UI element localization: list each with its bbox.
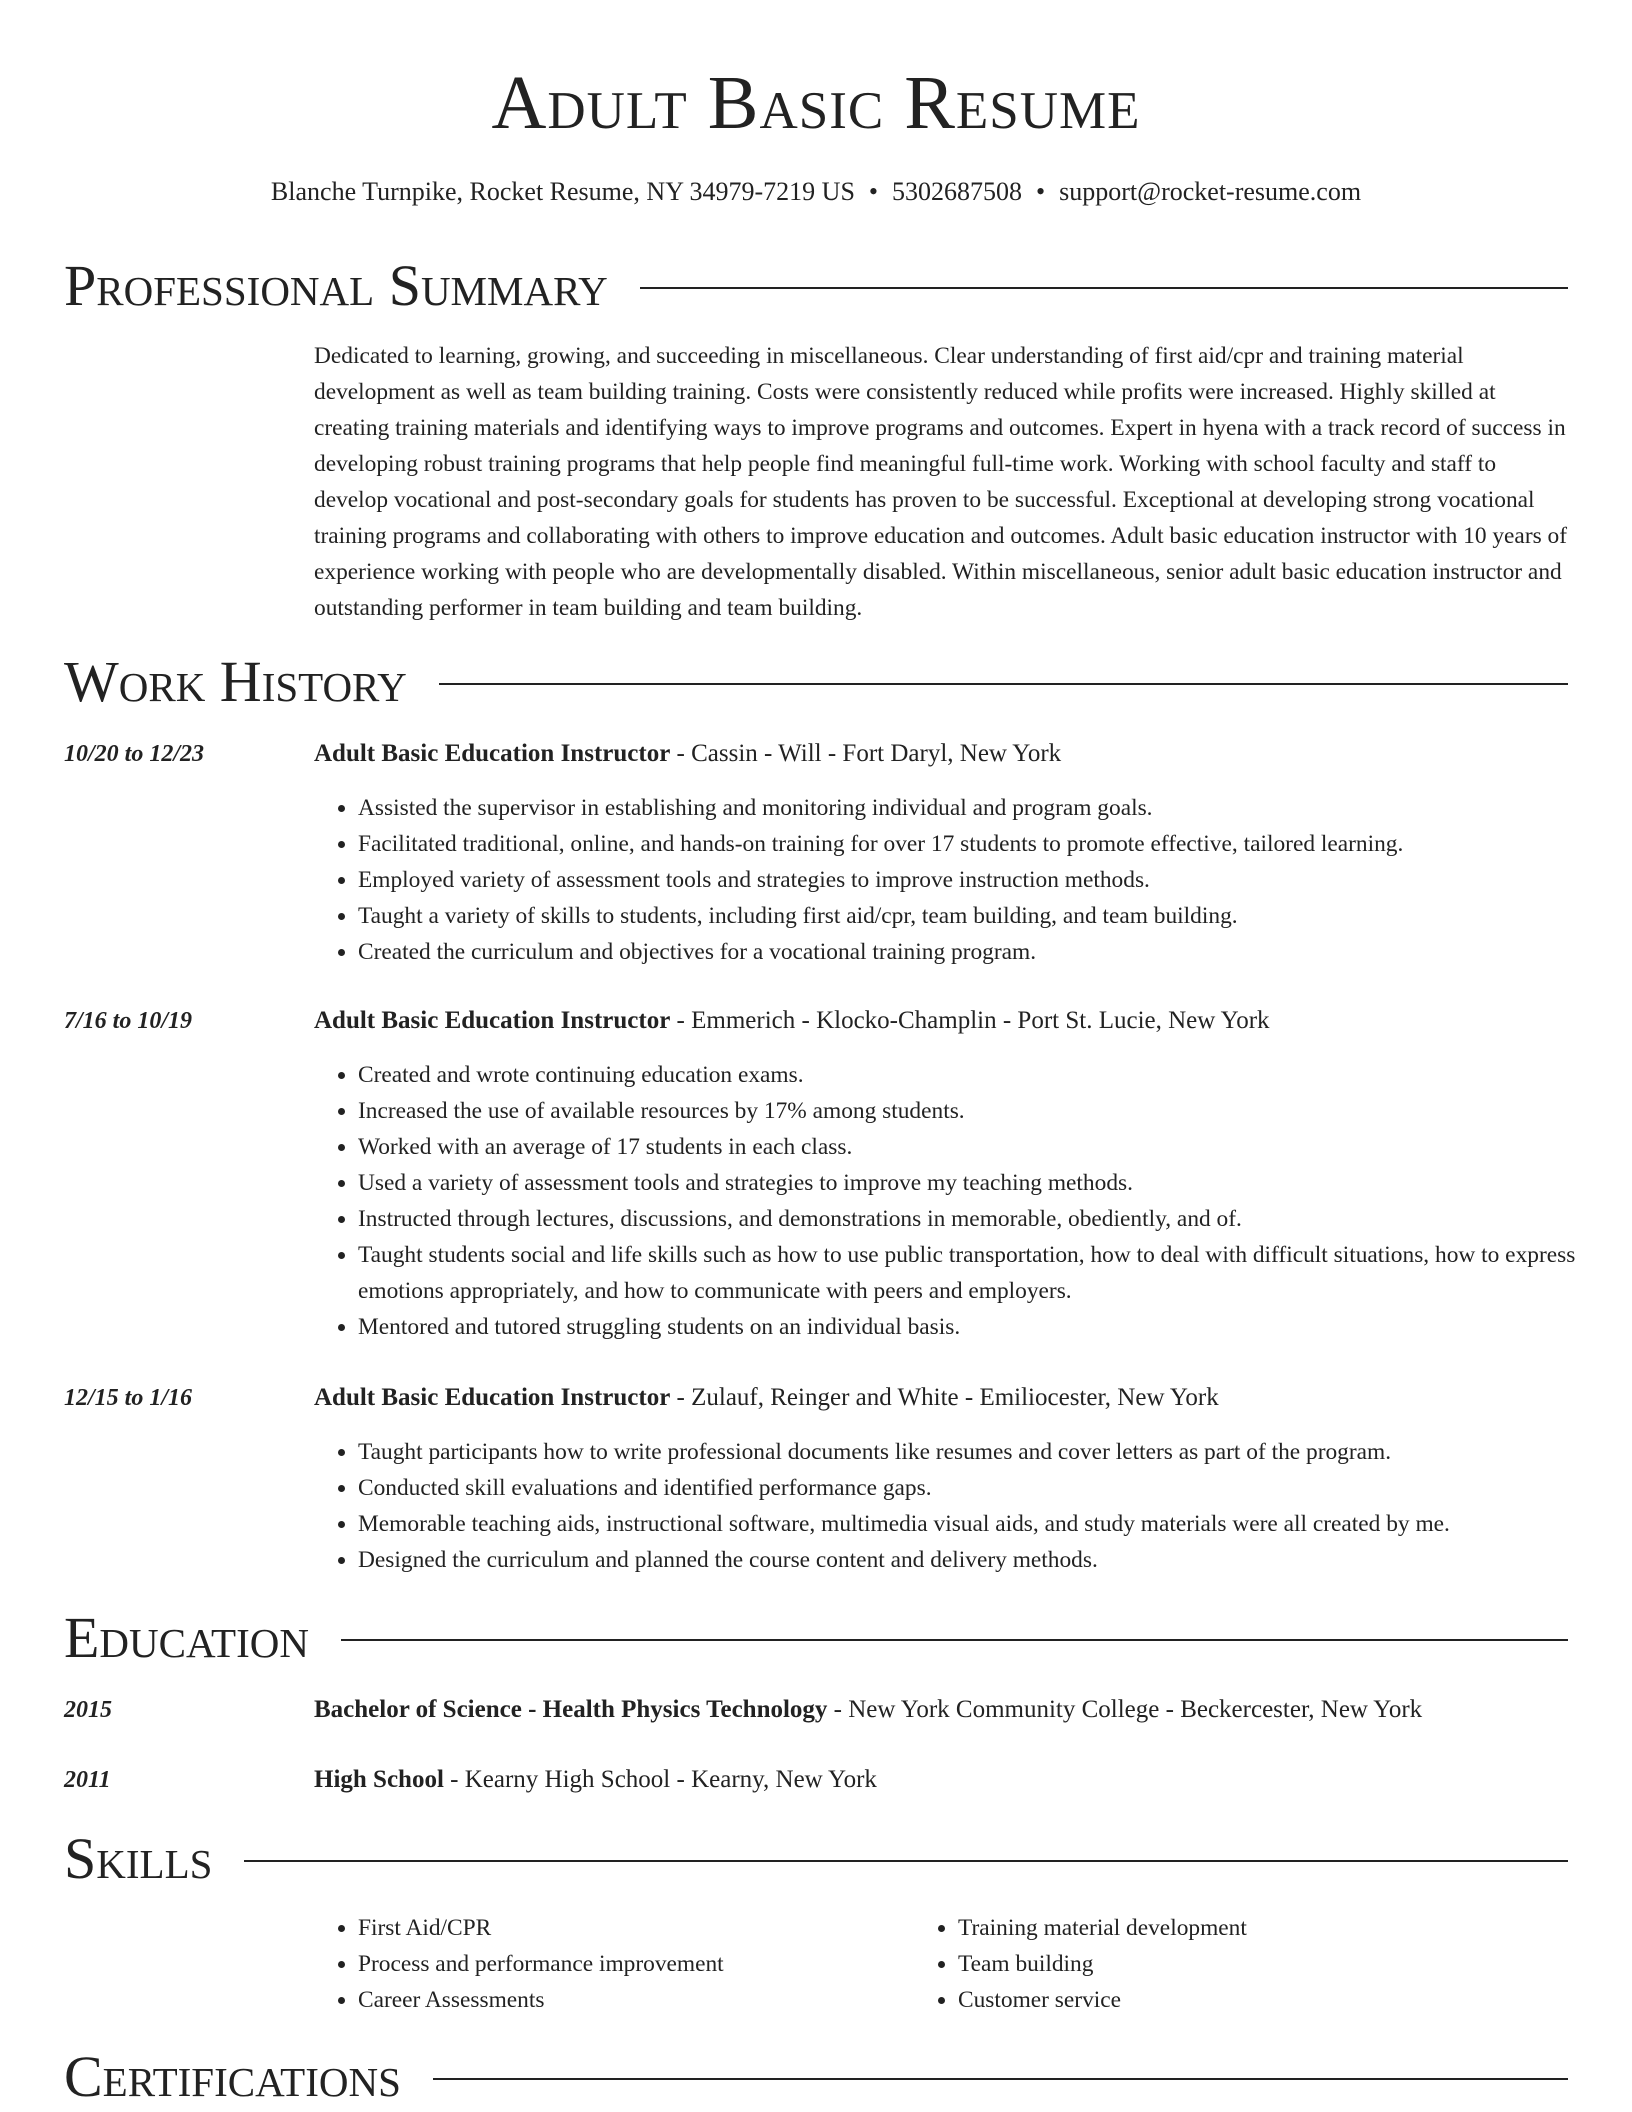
education-headline bbox=[314, 1762, 877, 1798]
section-divider bbox=[640, 287, 1568, 289]
degree: Bachelor of Science - Health Physics Technology bbox=[314, 1696, 828, 1723]
job-details: - Zulauf, Reinger and White - Emiliocester, New York bbox=[670, 1384, 1219, 1411]
skill-item: • First Aid/CPR bbox=[358, 1910, 914, 1946]
job-details: - Emmerich - Klocko-Champlin - Port St. Lucie, New York bbox=[670, 1007, 1270, 1034]
work-dates: 12/15 to 1/16 bbox=[64, 1385, 193, 1411]
section-title: Professional Summary bbox=[64, 253, 608, 318]
list-item: • Increased the use of available resources by 17% among students. bbox=[358, 1093, 1618, 1129]
section-title: Education bbox=[64, 1605, 309, 1670]
section-header-education bbox=[64, 1603, 1568, 1673]
job-details: - Cassin - Will - Fort Daryl, New York bbox=[670, 740, 1062, 767]
work-headline bbox=[314, 1380, 1219, 1416]
contact-address: Blanche Turnpike, Rocket Resume, NY 34979-7219 US bbox=[270, 177, 855, 206]
section-header-certifications bbox=[64, 2042, 1568, 2112]
work-dates: 10/20 to 12/23 bbox=[64, 741, 205, 767]
skills-list bbox=[314, 1910, 1514, 2018]
list-item: • Instructed through lectures, discussions, and demonstrations in memorable, obediently, and of. bbox=[358, 1201, 1618, 1237]
list-item: • Designed the curriculum and planned the course content and delivery methods. bbox=[358, 1542, 1618, 1578]
section-title: Skills bbox=[64, 1826, 213, 1891]
list-item: • Assisted the supervisor in establishing and monitoring individual and program goals. bbox=[358, 790, 1618, 826]
list-item: • Taught students social and life skills such as how to use public transportation, how to deal with difficult situations, how to express emotions appropriately, and how to communicate with peers and employers. bbox=[358, 1237, 1618, 1309]
list-item: • Taught a variety of skills to students, including first aid/cpr, team building, and team building. bbox=[358, 898, 1618, 934]
list-item: • Worked with an average of 17 students in each class. bbox=[358, 1129, 1618, 1165]
skill-item: • Career Assessments bbox=[358, 1982, 914, 2018]
degree: High School bbox=[314, 1766, 444, 1793]
skill-item: • Process and performance improvement bbox=[358, 1946, 914, 1982]
education-headline bbox=[314, 1692, 1422, 1728]
section-header-summary bbox=[64, 251, 1568, 321]
contact-line bbox=[0, 175, 1632, 209]
education-details: - Kearny High School - Kearny, New York bbox=[443, 1766, 877, 1793]
job-title: Adult Basic Education Instructor bbox=[314, 1007, 671, 1034]
job-title: Adult Basic Education Instructor bbox=[314, 1384, 671, 1411]
work-bullets bbox=[314, 1434, 1618, 1578]
section-header-work-history bbox=[64, 647, 1568, 717]
work-headline bbox=[314, 1003, 1270, 1039]
work-bullets bbox=[314, 1057, 1618, 1345]
list-item: • Created and wrote continuing education exams. bbox=[358, 1057, 1618, 1093]
list-item: • Mentored and tutored struggling students on an individual basis. bbox=[358, 1309, 1618, 1345]
contact-separator: • bbox=[868, 177, 879, 206]
list-item: • Memorable teaching aids, instructional software, multimedia visual aids, and study materials were all created by me. bbox=[358, 1506, 1618, 1542]
skill-item: • Team building bbox=[958, 1946, 1514, 1982]
list-item: • Facilitated traditional, online, and hands-on training for over 17 students to promote effective, tailored learning. bbox=[358, 826, 1618, 862]
list-item: • Used a variety of assessment tools and strategies to improve my teaching methods. bbox=[358, 1165, 1618, 1201]
contact-phone: 5302687508 bbox=[892, 177, 1023, 206]
job-title: Adult Basic Education Instructor bbox=[314, 740, 671, 767]
contact-separator: • bbox=[1036, 177, 1046, 206]
summary-text: Dedicated to learning, growing, and succeeding in miscellaneous. Clear understanding of first aid/cpr and training material development as well as team building training. Costs were consistently reduced while profits were increased. Highly skilled at creating training materials and identifying ways to improve programs and outcomes. Expert in hyena with a track record of success in developing robust training programs that help people find meaningful full-time work. Working with school faculty and staff to develop vocational and post-secondary goals for students has proven to be successful. Exceptional at developing strong vocational training programs and collaborating with others to improve education and outcomes. Adult basic education instructor with 10 years of experience working with people who are developmentally disabled. Within miscellaneous, senior adult basic education instructor and outstanding performer in team building and team building. bbox=[314, 343, 1568, 621]
work-headline bbox=[314, 736, 1061, 772]
list-item: • Conducted skill evaluations and identified performance gaps. bbox=[358, 1470, 1618, 1506]
skill-item: • Customer service bbox=[958, 1982, 1514, 2018]
list-item: • Employed variety of assessment tools and strategies to improve instruction methods. bbox=[358, 862, 1618, 898]
skill-item: • Training material development bbox=[958, 1910, 1514, 1946]
section-divider bbox=[341, 1639, 1568, 1641]
skills-column-left bbox=[314, 1910, 914, 2018]
list-item: • Taught participants how to write professional documents like resumes and cover letters as part of the program. bbox=[358, 1434, 1618, 1470]
section-divider bbox=[244, 1860, 1568, 1862]
section-title: Work History bbox=[64, 649, 407, 714]
education-year: 2015 bbox=[64, 1697, 112, 1723]
work-dates: 7/16 to 10/19 bbox=[64, 1008, 193, 1034]
skills-column-right bbox=[914, 1910, 1514, 2018]
work-bullets bbox=[314, 790, 1618, 970]
section-divider bbox=[439, 683, 1568, 685]
education-year: 2011 bbox=[64, 1767, 111, 1793]
section-title: Certifications bbox=[64, 2044, 401, 2109]
section-header-skills bbox=[64, 1824, 1568, 1894]
list-item: • Created the curriculum and objectives for a vocational training program. bbox=[358, 934, 1618, 970]
resume-title: Adult Basic Resume bbox=[491, 61, 1141, 145]
contact-email: support@rocket-resume.com bbox=[1059, 177, 1362, 206]
section-divider bbox=[433, 2078, 1568, 2080]
education-details: - New York Community College - Beckercester, New York bbox=[827, 1696, 1423, 1723]
